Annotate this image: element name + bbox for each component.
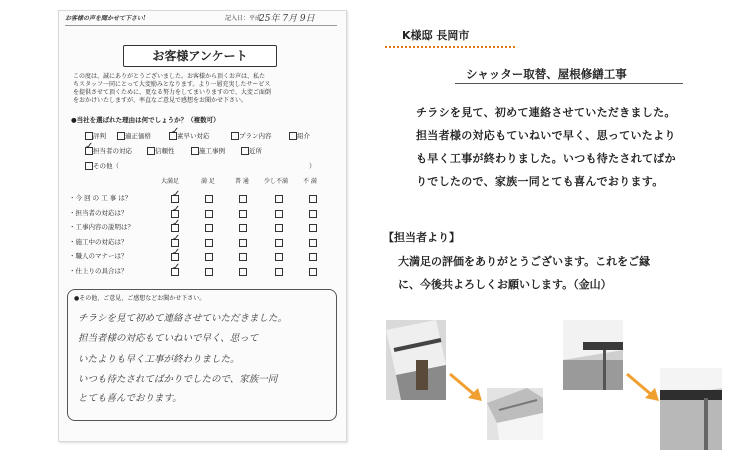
option-plan: プラン内容 xyxy=(231,131,272,140)
handwritten-line-5: とても喜んでおります。 xyxy=(78,393,182,404)
check-mark-icon: ✓ xyxy=(172,232,181,244)
after-photo-roof xyxy=(660,368,722,450)
before-photo-roof xyxy=(563,320,623,390)
comment-box xyxy=(67,289,337,421)
rating-checkbox[interactable] xyxy=(205,224,213,232)
handwritten-line-3: いたよりも早く工事が終わりました。 xyxy=(78,354,240,365)
rating-checkbox[interactable] xyxy=(275,268,283,276)
form-title: お客様アンケート xyxy=(123,45,277,67)
handwritten-line-2: 担当者様の対応もていねいで早く、思って xyxy=(78,333,259,344)
form-intro-4: をおかけいたしますが、率直なご意見で感想をお聞かせ下さい。 xyxy=(73,97,248,104)
rating-checkbox[interactable] xyxy=(205,239,213,247)
rating-checkbox[interactable] xyxy=(309,195,317,203)
rating-question: ・施工中の対応は？ xyxy=(69,237,128,246)
option-cases: 施工事例 xyxy=(191,146,225,155)
rating-header-unsatisfied: 不 満 xyxy=(303,178,317,185)
rating-question: ・今 回 の 工 事 は？ xyxy=(69,194,132,202)
work-subject: シャッター取替、屋根修繕工事 xyxy=(466,67,627,81)
check-mark-icon: ✓ xyxy=(171,126,180,137)
handwritten-line-4: いつも待たされてばかりでしたので、家族一同 xyxy=(78,374,278,385)
form-date-value: 25年 7月 9日 xyxy=(259,14,315,24)
rating-checkbox[interactable] xyxy=(275,224,283,232)
rating-question: ・工事内容の説明は？ xyxy=(69,223,134,231)
option-reputation: 評判 xyxy=(85,131,106,140)
form-intro-1: この度は、誠にありがとうございました。お客様から頂くお声は、私た xyxy=(73,73,266,80)
staff-reply-line-2: に、今後共よろしくお願いします。（金山） xyxy=(398,278,612,291)
review-line-3: も早く工事が終わりました。いつも待たされてばか xyxy=(416,152,676,165)
option-referral: 紹介 xyxy=(289,131,310,140)
rating-checkbox[interactable] xyxy=(239,253,247,261)
check-mark-icon: ✓ xyxy=(172,189,181,200)
rating-checkbox[interactable] xyxy=(275,195,283,203)
rating-checkbox[interactable] xyxy=(309,253,317,261)
option-neighbor: 近所 xyxy=(241,146,262,155)
form-date-label: 記入日：平成 xyxy=(225,15,262,22)
option-quick: 素早い対応 xyxy=(169,131,210,140)
form-intro-2: ちスタッフ一同にとって大変励みとなります。より一層充実したサービス xyxy=(73,81,271,88)
rating-question: ・担当者の対応は？ xyxy=(69,208,128,217)
checkbox[interactable] xyxy=(231,132,239,140)
option-other-close: ） xyxy=(309,162,316,170)
rating-checkbox[interactable] xyxy=(205,210,213,218)
rating-checkbox[interactable] xyxy=(205,253,213,261)
rating-checkbox[interactable] xyxy=(275,239,283,247)
checkbox[interactable] xyxy=(241,147,249,155)
question-reason: ●当社を選ばれた理由は何でしょうか？（複数可） xyxy=(71,116,220,124)
rating-checkbox[interactable] xyxy=(309,268,317,276)
form-header-note: お客様の声を聞かせて下さい! xyxy=(65,15,146,22)
rating-checkbox[interactable] xyxy=(309,239,317,247)
staff-heading: 【担当者より】 xyxy=(383,231,460,244)
checkbox[interactable] xyxy=(289,132,297,140)
checkbox[interactable] xyxy=(117,132,125,140)
checkbox[interactable] xyxy=(85,162,93,170)
rating-header-slightly-unsatisfied: 少し不満 xyxy=(264,178,289,185)
rating-checkbox[interactable] xyxy=(205,195,213,203)
option-staff: 担当者の対応 xyxy=(85,146,132,155)
checkbox[interactable] xyxy=(85,132,93,140)
before-photo-shutter xyxy=(386,320,446,400)
dotted-divider xyxy=(385,46,515,48)
review-line-1: チラシを見て、初めて連絡させていただきました。 xyxy=(416,106,676,119)
checkbox[interactable] xyxy=(191,147,199,155)
check-mark-icon: ✓ xyxy=(172,247,181,258)
rating-header-satisfied: 満 足 xyxy=(201,178,215,185)
arrow-icon xyxy=(448,372,484,402)
review-line-4: りでしたので、家族一同とても喜んでおります。 xyxy=(416,175,664,188)
rating-checkbox[interactable] xyxy=(239,195,247,203)
check-mark-icon: ✓ xyxy=(172,261,181,273)
arrow-icon xyxy=(625,372,661,402)
staff-reply-line-1: 大満足の評価をありがとうございます。これをご縁 xyxy=(398,255,651,268)
rating-checkbox[interactable] xyxy=(309,224,317,232)
rating-header-normal: 普 通 xyxy=(235,178,249,185)
rating-header-very-satisfied: 大満足 xyxy=(161,178,180,185)
rating-checkbox[interactable] xyxy=(275,253,283,261)
check-mark-icon: ✓ xyxy=(172,203,181,215)
check-mark-icon: ✓ xyxy=(172,218,181,229)
rating-checkbox[interactable] xyxy=(239,210,247,218)
checkbox[interactable] xyxy=(147,147,155,155)
after-photo-shutter xyxy=(487,388,543,440)
option-trust: 信頼性 xyxy=(147,146,175,155)
comment-label: ●その他、ご意見、ご感想などお聞かせ下さい。 xyxy=(74,295,206,302)
rating-question: ・仕上りの具合は？ xyxy=(69,266,128,275)
form-intro-3: を提供させて頂くために、更なる努力をしてまいりますので、大変ご面倒 xyxy=(73,89,271,96)
customer-name: K様邸 長岡市 xyxy=(402,29,470,42)
review-line-2: 担当者様の対応もていねいで早く、思っていたより xyxy=(416,129,676,142)
rating-checkbox[interactable] xyxy=(239,268,247,276)
subject-underline xyxy=(455,83,683,84)
rating-checkbox[interactable] xyxy=(275,210,283,218)
rating-question: ・職人のマナーは？ xyxy=(69,252,128,260)
rating-checkbox[interactable] xyxy=(239,224,247,232)
rating-checkbox[interactable] xyxy=(309,210,317,218)
option-other: その他（ xyxy=(85,161,119,170)
survey-form xyxy=(58,10,347,442)
form-divider xyxy=(65,25,337,26)
check-mark-icon: ✓ xyxy=(85,141,94,152)
rating-checkbox[interactable] xyxy=(205,268,213,276)
handwritten-line-1: チラシを見て初めて連絡させていただきました。 xyxy=(78,313,288,324)
option-price: 適正価格 xyxy=(117,131,151,140)
rating-checkbox[interactable] xyxy=(239,239,247,247)
